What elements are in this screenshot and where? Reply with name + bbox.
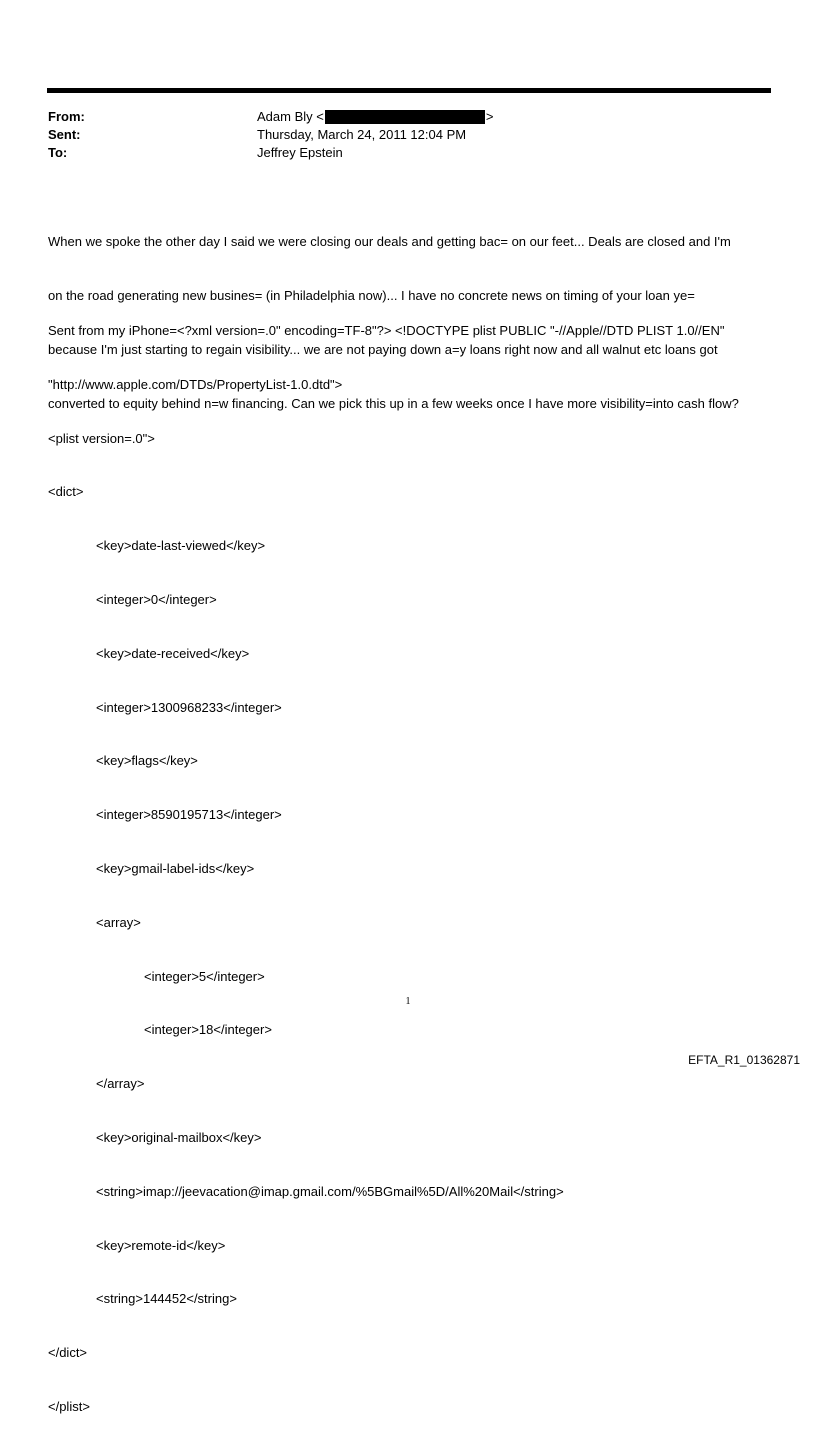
from-row	[48, 108, 768, 126]
body-line: converted to equity behind n=w financing. Can we pick this up in a few weeks once I have more visibility=into cash flow?	[48, 396, 739, 411]
plist-block	[48, 286, 778, 1434]
plist-line: <key>gmail-label-ids</key>	[96, 860, 255, 876]
sent-value: Thursday, March 24, 2011 12:04 PM	[257, 127, 467, 142]
to-label: To:	[48, 145, 68, 160]
plist-line: <string>144452</string>	[96, 1291, 237, 1307]
from-close-bracket: >	[485, 109, 494, 124]
body-line: on the road generating new busines= (in Philadelphia now)... I have no concrete news on timing of your loan ye=	[48, 288, 695, 303]
to-value: Jeffrey Epstein	[257, 145, 343, 160]
body-line: because I'm just starting to regain visibility... we are not paying down a=y loans right now and all walnut etc loans got	[48, 342, 718, 357]
sent-label: Sent:	[48, 127, 81, 142]
plist-line: </plist>	[48, 1398, 90, 1414]
sent-row	[48, 126, 768, 144]
to-row	[48, 144, 768, 162]
plist-line: <integer>8590195713</integer>	[96, 807, 282, 823]
from-name: Adam Bly <	[257, 109, 324, 124]
plist-line: <integer>1300968233</integer>	[96, 699, 282, 715]
plist-line: <array>	[96, 914, 141, 930]
document-id: EFTA_R1_01362871	[688, 1053, 800, 1067]
plist-line: <key>remote-id</key>	[96, 1237, 226, 1253]
from-label: From:	[48, 109, 85, 124]
plist-line: "http://www.apple.com/DTDs/PropertyList-1.0.dtd">	[48, 376, 343, 392]
header-rule	[47, 88, 771, 93]
page-number: 1	[405, 996, 411, 1007]
plist-line: <integer>5</integer>	[144, 968, 265, 984]
body-line: When we spoke the other day I said we were closing our deals and getting bac= on our feet... Deals are closed and I'm	[48, 234, 731, 249]
email-header	[48, 108, 768, 162]
plist-line: <integer>18</integer>	[144, 1022, 272, 1038]
plist-line: <key>flags</key>	[96, 753, 198, 769]
from-value	[257, 108, 493, 126]
plist-line: </dict>	[48, 1345, 88, 1361]
plist-line: </array>	[96, 1076, 145, 1092]
plist-line: <key>date-received</key>	[96, 645, 250, 661]
plist-line: <key>date-last-viewed</key>	[96, 538, 266, 554]
plist-line: <key>original-mailbox</key>	[96, 1129, 262, 1145]
plist-line: <dict>	[48, 484, 84, 500]
plist-line: <string>imap://jeevacation@imap.gmail.com/%5BGmail%5D/All%20Mail</string>	[96, 1183, 564, 1199]
plist-line: Sent from my iPhone=<?xml version=.0" encoding=TF-8"?> <!DOCTYPE plist PUBLIC "-//Apple//DTD PLIST 1.0//EN"	[48, 323, 725, 338]
plist-line: <plist version=.0">	[48, 430, 155, 446]
plist-line: <integer>0</integer>	[96, 591, 217, 607]
redaction-block	[325, 110, 485, 124]
